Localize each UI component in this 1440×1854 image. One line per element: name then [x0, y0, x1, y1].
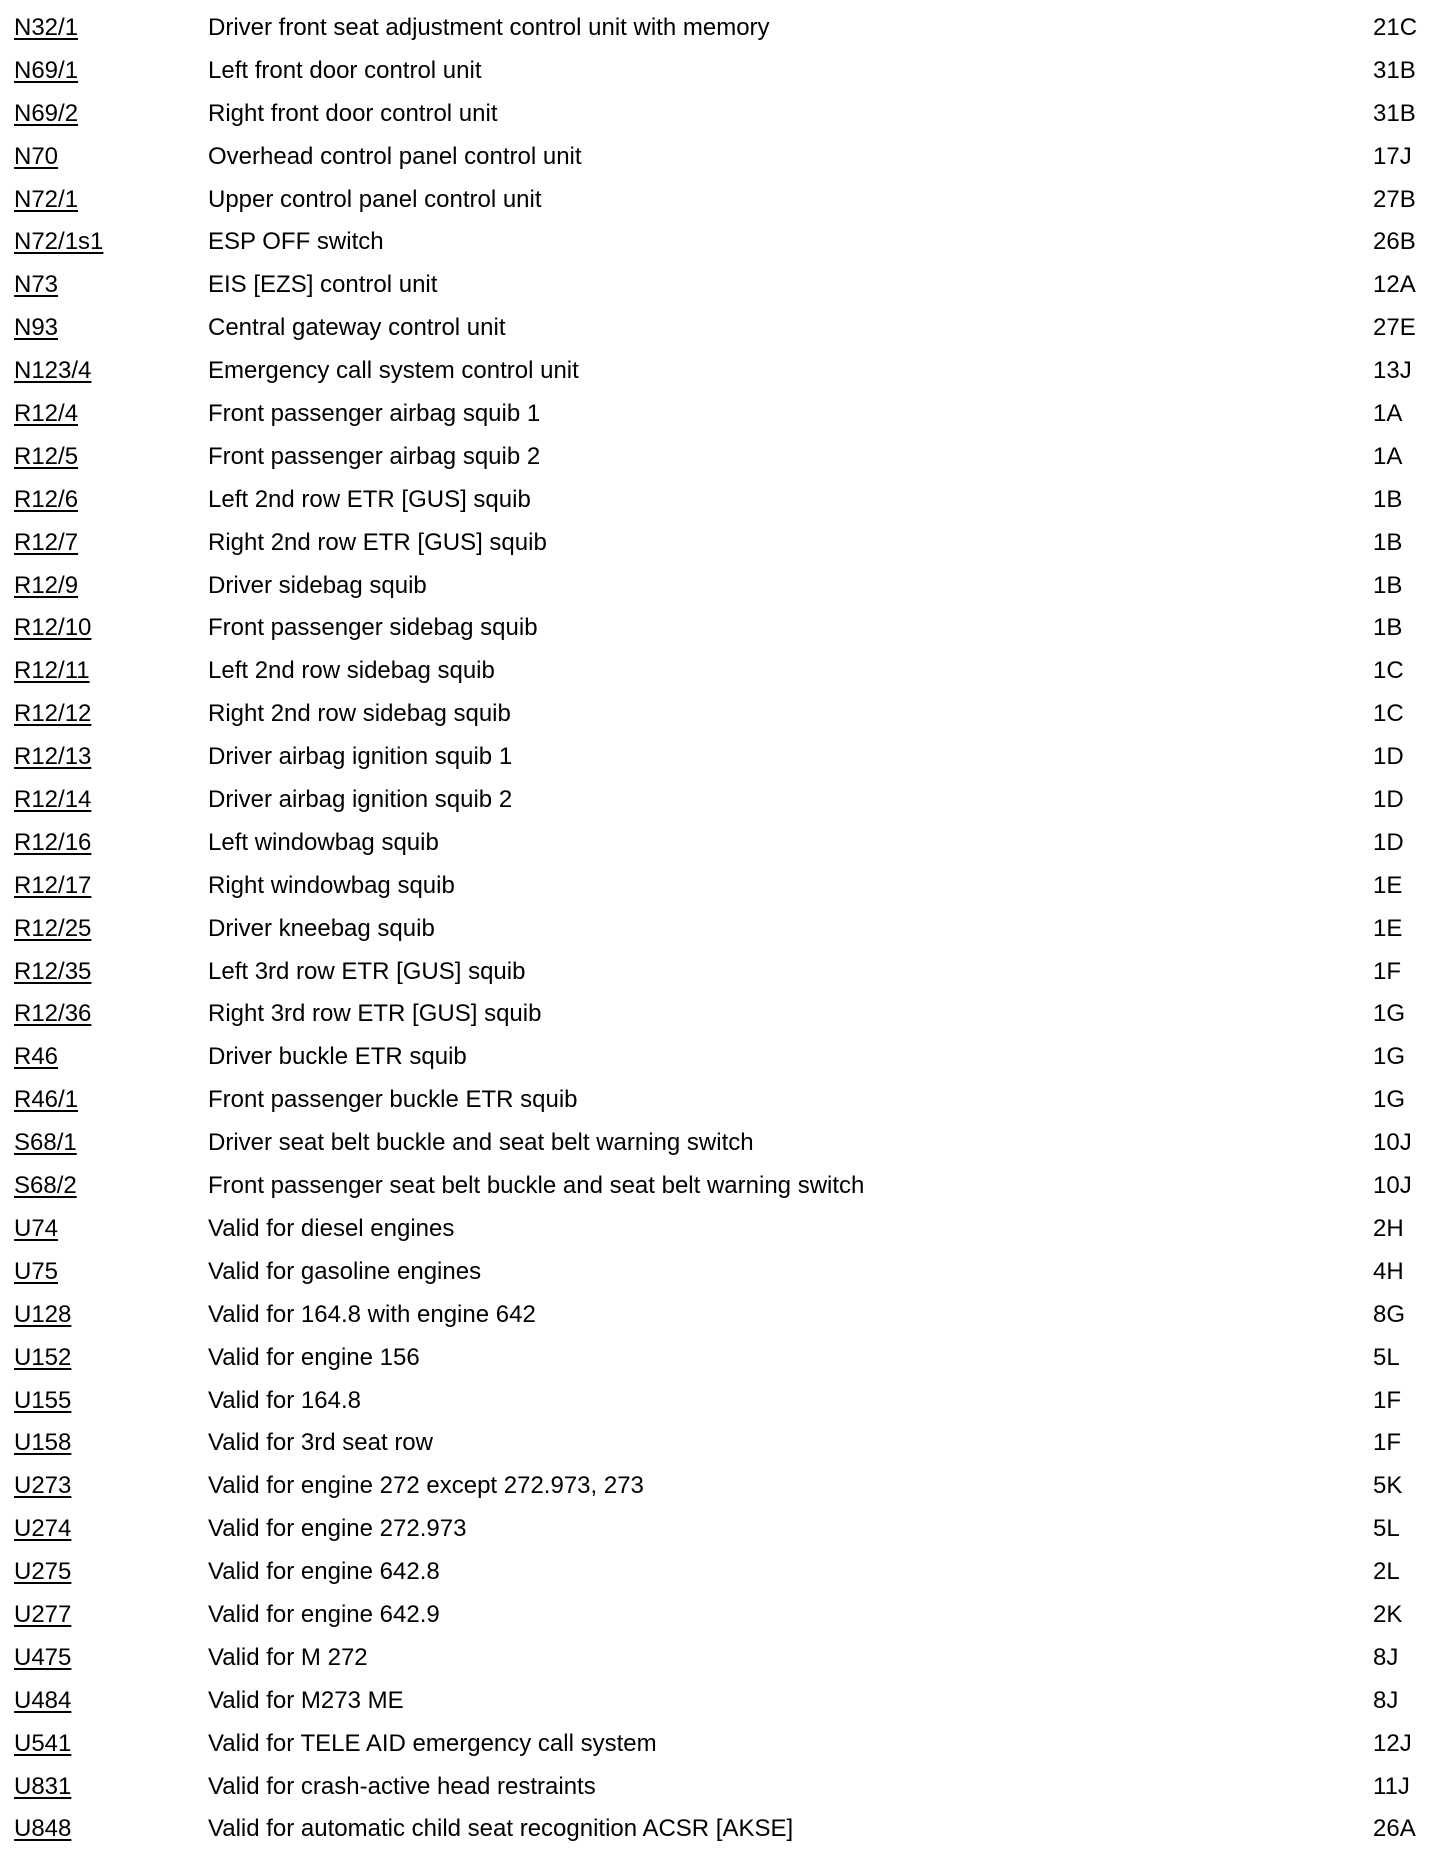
component-description: Driver buckle ETR squib: [208, 1043, 467, 1071]
component-code-link[interactable]: U848: [14, 1815, 72, 1843]
diagram-grid-location: 1B: [1373, 528, 1403, 556]
component-description: Upper control panel control unit: [208, 185, 542, 213]
legend-row: [0, 1294, 1440, 1337]
component-description: Front passenger airbag squib 2: [208, 442, 541, 470]
diagram-grid-location: 17J: [1373, 142, 1412, 170]
component-code-link[interactable]: N32/1: [14, 14, 79, 41]
component-code-link[interactable]: R12/17: [14, 871, 92, 899]
component-code-link[interactable]: R12/36: [14, 1000, 92, 1028]
component-code-link[interactable]: S68/2: [14, 1172, 77, 1200]
diagram-grid-location: 2K: [1373, 1600, 1403, 1628]
component-code-link[interactable]: U541: [14, 1729, 72, 1757]
legend-row: [0, 565, 1440, 608]
component-description: Valid for 164.8 with engine 642: [208, 1300, 536, 1328]
component-description: Valid for crash-active head restraints: [208, 1772, 596, 1800]
component-code-link[interactable]: N70: [14, 142, 59, 170]
component-code-link[interactable]: N93: [14, 314, 59, 342]
component-code-link[interactable]: U274: [14, 1515, 72, 1543]
diagram-grid-location: 5L: [1373, 1515, 1400, 1543]
diagram-grid-location: 1E: [1373, 871, 1403, 899]
diagram-grid-location: 1D: [1373, 828, 1404, 856]
legend-row: [0, 93, 1440, 136]
diagram-grid-location: 1E: [1373, 914, 1403, 942]
legend-row: [0, 1380, 1440, 1423]
component-code-link[interactable]: U831: [14, 1772, 72, 1800]
diagram-grid-location: 1G: [1373, 1000, 1406, 1028]
legend-row: [0, 736, 1440, 779]
component-description: Right windowbag squib: [208, 871, 455, 899]
component-code-link[interactable]: R12/12: [14, 700, 92, 728]
component-description: Left front door control unit: [208, 56, 482, 84]
diagram-grid-location: 1A: [1373, 442, 1403, 470]
component-code-link[interactable]: R12/11: [14, 657, 90, 685]
legend-row: [0, 1465, 1440, 1508]
legend-row: [0, 1079, 1440, 1122]
diagram-grid-location: 26A: [1373, 1815, 1416, 1843]
diagram-grid-location: 31B: [1373, 56, 1416, 84]
legend-row: [0, 650, 1440, 693]
diagram-grid-location: 10J: [1373, 1129, 1412, 1157]
component-description: Emergency call system control unit: [208, 357, 579, 385]
legend-row: [0, 1594, 1440, 1637]
component-description: Valid for diesel engines: [208, 1214, 455, 1242]
component-code-link[interactable]: U155: [14, 1386, 72, 1414]
component-description: Valid for TELE AID emergency call system: [208, 1729, 657, 1757]
component-code-link[interactable]: U75: [14, 1257, 59, 1285]
legend-row: [0, 1766, 1440, 1809]
component-description: Left 3rd row ETR [GUS] squib: [208, 957, 526, 985]
component-description: Front passenger sidebag squib: [208, 614, 538, 642]
legend-row: [0, 393, 1440, 436]
diagram-grid-location: 2H: [1373, 1214, 1404, 1242]
diagram-grid-location: 5K: [1373, 1472, 1403, 1500]
legend-row: [0, 7, 1440, 50]
legend-row: [0, 1680, 1440, 1723]
component-description: Right 2nd row ETR [GUS] squib: [208, 528, 547, 556]
diagram-grid-location: 31B: [1373, 99, 1416, 127]
component-code-link[interactable]: R12/4: [14, 400, 79, 428]
component-description: Right front door control unit: [208, 99, 498, 127]
component-description: Overhead control panel control unit: [208, 142, 582, 170]
component-description: Valid for engine 156: [208, 1343, 420, 1371]
component-code-link[interactable]: U128: [14, 1300, 72, 1328]
diagram-grid-location: 1D: [1373, 786, 1404, 814]
legend-row: [0, 1551, 1440, 1594]
legend-row: [0, 1208, 1440, 1251]
legend-row: [0, 607, 1440, 650]
component-code-link[interactable]: R12/13: [14, 743, 92, 771]
component-description: Valid for 3rd seat row: [208, 1429, 433, 1457]
diagram-grid-location: 1G: [1373, 1043, 1406, 1071]
component-description: Valid for gasoline engines: [208, 1257, 482, 1285]
diagram-grid-location: 4H: [1373, 1257, 1404, 1285]
component-description: Central gateway control unit: [208, 314, 506, 342]
diagram-grid-location: 1F: [1373, 957, 1402, 985]
component-code-link[interactable]: R12/35: [14, 957, 92, 985]
component-description: Driver airbag ignition squib 1: [208, 743, 513, 771]
diagram-grid-location: 2L: [1373, 1558, 1400, 1586]
component-description: Valid for M273 ME: [208, 1686, 404, 1714]
component-description: Left 2nd row ETR [GUS] squib: [208, 485, 531, 513]
diagram-grid-location: 8G: [1373, 1300, 1406, 1328]
diagram-grid-location: 1F: [1373, 1429, 1402, 1457]
component-description: Right 3rd row ETR [GUS] squib: [208, 1000, 542, 1028]
component-description: Valid for automatic child seat recognition ACSR [AKSE]: [208, 1815, 794, 1843]
legend-row: [0, 865, 1440, 908]
component-description: Front passenger buckle ETR squib: [208, 1086, 578, 1114]
component-code-link[interactable]: R46/1: [14, 1086, 79, 1114]
legend-row: [0, 136, 1440, 179]
diagram-grid-location: 1D: [1373, 743, 1404, 771]
diagram-grid-location: 1B: [1373, 485, 1403, 513]
legend-row: [0, 693, 1440, 736]
component-description: EIS [EZS] control unit: [208, 271, 438, 299]
diagram-grid-location: 12A: [1373, 271, 1416, 299]
component-code-link[interactable]: U475: [14, 1643, 72, 1671]
component-description: Valid for engine 642.9: [208, 1600, 440, 1628]
diagram-grid-location: 1C: [1373, 657, 1404, 685]
legend-row: [0, 951, 1440, 994]
legend-row: [0, 479, 1440, 522]
legend-row: [0, 1808, 1440, 1851]
legend-row: [0, 1508, 1440, 1551]
component-description: Driver airbag ignition squib 2: [208, 786, 513, 814]
diagram-grid-location: 27B: [1373, 185, 1416, 213]
legend-row: [0, 307, 1440, 350]
legend-row: [0, 1165, 1440, 1208]
legend-row: [0, 1337, 1440, 1380]
diagram-grid-location: 1B: [1373, 614, 1403, 642]
legend-row: [0, 350, 1440, 393]
diagram-grid-location: 11J: [1373, 1772, 1410, 1800]
component-description: Right 2nd row sidebag squib: [208, 700, 511, 728]
component-code-link[interactable]: N72/1s1: [14, 228, 104, 256]
diagram-grid-location: 27E: [1373, 314, 1416, 342]
legend-row: [0, 779, 1440, 822]
component-code-link[interactable]: N69/1: [14, 56, 79, 84]
component-description: ESP OFF switch: [208, 228, 384, 256]
diagram-grid-location: 1G: [1373, 1086, 1406, 1114]
component-description: Left windowbag squib: [208, 828, 439, 856]
diagram-grid-location: 1F: [1373, 1386, 1402, 1414]
diagram-grid-location: 13J: [1373, 357, 1412, 385]
diagram-grid-location: 8J: [1373, 1686, 1399, 1714]
legend-row: [0, 1723, 1440, 1766]
component-description: Valid for engine 272 except 272.973, 273: [208, 1472, 644, 1500]
legend-row: [0, 1122, 1440, 1165]
component-description: Front passenger airbag squib 1: [208, 400, 541, 428]
component-description: Left 2nd row sidebag squib: [208, 657, 495, 685]
component-code-link[interactable]: R46: [14, 1043, 59, 1071]
component-code-link[interactable]: U484: [14, 1686, 72, 1714]
component-code-link[interactable]: N69/2: [14, 99, 79, 127]
component-code-link[interactable]: U152: [14, 1343, 72, 1371]
component-description: Valid for engine 642.8: [208, 1558, 440, 1586]
legend-row: [0, 264, 1440, 307]
component-code-link[interactable]: U273: [14, 1472, 72, 1500]
component-code-link[interactable]: U275: [14, 1558, 72, 1586]
diagram-grid-location: 12J: [1373, 1729, 1412, 1757]
component-description: Valid for engine 272.973: [208, 1515, 467, 1543]
legend-row: [0, 221, 1440, 264]
diagram-grid-location: 1C: [1373, 700, 1404, 728]
legend-row: [0, 50, 1440, 93]
component-description: Driver front seat adjustment control unit with memory: [208, 14, 770, 41]
component-code-link[interactable]: R12/6: [14, 485, 79, 513]
component-code-link[interactable]: U277: [14, 1600, 72, 1628]
legend-row: [0, 436, 1440, 479]
component-code-link[interactable]: R12/9: [14, 571, 79, 599]
component-code-link[interactable]: N123/4: [14, 357, 92, 385]
legend-row: [0, 993, 1440, 1036]
component-description: Driver sidebag squib: [208, 571, 427, 599]
component-code-link[interactable]: S68/1: [14, 1129, 77, 1157]
component-description: Front passenger seat belt buckle and seat belt warning switch: [208, 1172, 865, 1200]
component-code-link[interactable]: N72/1: [14, 185, 79, 213]
legend-row: [0, 822, 1440, 865]
component-code-link[interactable]: R12/25: [14, 914, 92, 942]
diagram-grid-location: 8J: [1373, 1643, 1399, 1671]
component-description: Valid for 164.8: [208, 1386, 361, 1414]
diagram-grid-location: 1A: [1373, 400, 1403, 428]
diagram-grid-location: 26B: [1373, 228, 1416, 256]
legend-row: [0, 1251, 1440, 1294]
component-code-link[interactable]: U158: [14, 1429, 72, 1457]
legend-row: [0, 179, 1440, 222]
component-code-link[interactable]: R12/16: [14, 828, 92, 856]
component-code-link[interactable]: N73: [14, 271, 59, 299]
component-description: Driver seat belt buckle and seat belt warning switch: [208, 1129, 754, 1157]
diagram-grid-location: 21C: [1373, 14, 1418, 41]
component-code-link[interactable]: R12/10: [14, 614, 92, 642]
legend-row: [0, 1036, 1440, 1079]
legend-row: [0, 1637, 1440, 1680]
component-code-link[interactable]: R12/7: [14, 528, 79, 556]
component-code-link[interactable]: R12/5: [14, 442, 79, 470]
diagram-grid-location: 5L: [1373, 1343, 1400, 1371]
diagram-grid-location: 10J: [1373, 1172, 1412, 1200]
component-code-link[interactable]: R12/14: [14, 786, 92, 814]
component-description: Valid for M 272: [208, 1643, 368, 1671]
legend-row: [0, 1422, 1440, 1465]
component-description: Driver kneebag squib: [208, 914, 435, 942]
legend-row: [0, 522, 1440, 565]
legend-row: [0, 908, 1440, 951]
component-code-link[interactable]: U74: [14, 1214, 59, 1242]
diagram-grid-location: 1B: [1373, 571, 1403, 599]
